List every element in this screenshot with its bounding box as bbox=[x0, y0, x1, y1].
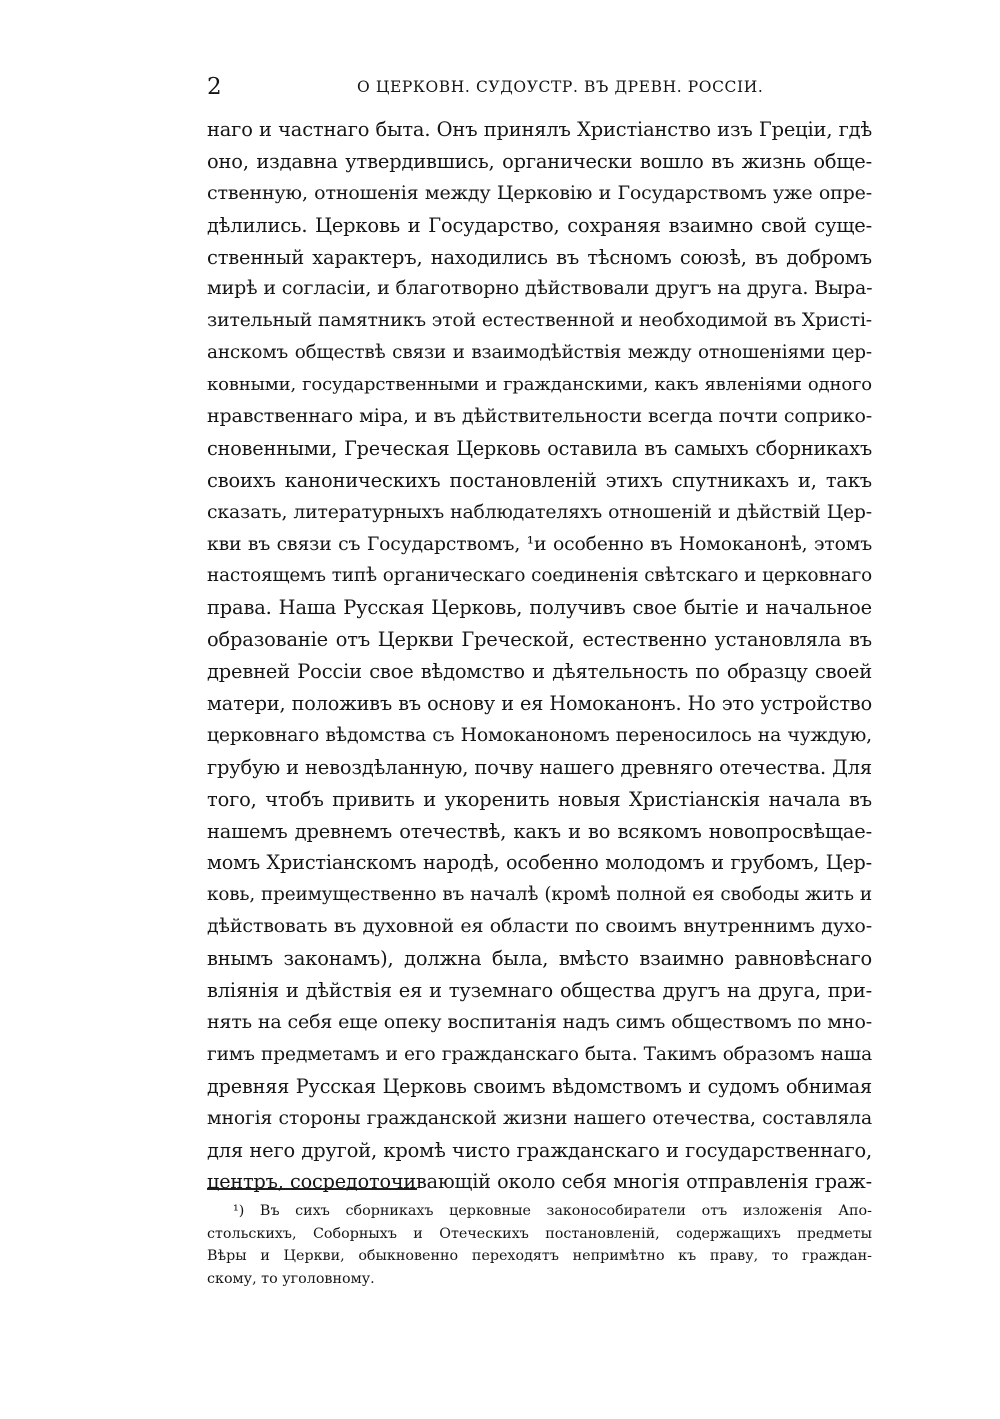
text-line: момъ Христіанскомъ народѣ, особенно молодомъ и грубомъ, Цер- bbox=[207, 851, 872, 875]
text-line: нять на себя еще опеку воспитанія надъ симъ обществомъ по мно- bbox=[207, 1010, 872, 1033]
text-line: церковнаго вѣдомства съ Номоканономъ переносилось на чуждую, bbox=[207, 724, 872, 746]
text-line: центръ, сосредоточивающій около себя многія отправленія граж- bbox=[207, 1170, 872, 1194]
text-line: образованіе отъ Церкви Греческой, естественно установляла въ bbox=[207, 628, 872, 652]
running-title: О ЦЕРКОВН. СУДОУСТР. ВЪ ДРЕВН. РОССІИ. bbox=[357, 78, 764, 96]
text-line: сновенными, Греческая Церковь оставила въ самыхъ сборникахъ bbox=[207, 436, 872, 460]
text-line: своихъ каноническихъ постановленій этихъ спутникахъ и, такъ bbox=[207, 468, 872, 492]
text-line: грубую и невоздѣланную, почву нашего древняго отечества. Для bbox=[207, 755, 872, 779]
text-line: права. Наша Русская Церковь, получивъ свое бытіе и начальное bbox=[207, 596, 872, 620]
text-line: ковь, преимущественно въ началѣ (кромѣ полной ея свободы жить и bbox=[207, 884, 872, 906]
text-line-footnote-ref: кви въ связи съ Государствомъ, ¹и особенно въ Номоканонѣ, этомъ bbox=[207, 533, 872, 555]
text-line: вліянія и дѣйствія ея и туземнаго общества другъ на друга, при- bbox=[207, 979, 872, 1003]
footnote-line: стольскихъ, Соборныхъ и Отеческихъ постановленій, содержащихъ предметы bbox=[207, 1225, 872, 1242]
text-line: сказать, литературныхъ наблюдателяхъ отношеній и дѣйствій Цер- bbox=[207, 501, 872, 523]
text-line: ковными, государственными и гражданскими, какъ явленіями одного bbox=[207, 374, 872, 396]
footnote bbox=[207, 1200, 872, 1290]
text-line: для него другой, кромѣ чисто гражданскаго и государственнаго, bbox=[207, 1138, 872, 1162]
text-line: наго и частнаго быта. Онъ принялъ Христіанство изъ Греціи, гдѣ bbox=[207, 118, 872, 141]
footnote-line: скому, то уголовному. bbox=[207, 1270, 375, 1287]
text-line: гимъ предметамъ и его гражданскаго быта. Такимъ образомъ наша bbox=[207, 1043, 872, 1065]
text-line: нашемъ древнемъ отечествѣ, какъ и во всякомъ новопросвѣщае- bbox=[207, 819, 872, 843]
main-text bbox=[207, 114, 872, 1198]
page-number: 2 bbox=[207, 74, 222, 100]
text-line: ственный характеръ, находились въ тѣсномъ союзѣ, въ добромъ bbox=[207, 245, 872, 269]
running-head bbox=[207, 74, 872, 100]
text-line: анскомъ обществѣ связи и взаимодѣйствія между отношеніями цер- bbox=[207, 342, 872, 364]
footnote-line: Вѣры и Церкви, обыкновенно переходятъ непримѣтно къ праву, то граждан- bbox=[207, 1248, 872, 1264]
text-line: зительный памятникъ этой естественной и необходимой въ Христі- bbox=[207, 310, 872, 332]
footnote-line: ¹) Въ сихъ сборникахъ церковные законособиратели отъ изложенія Апо- bbox=[233, 1203, 872, 1219]
text-line: внымъ законамъ), должна была, вмѣсто взаимно равновѣснаго bbox=[207, 947, 872, 971]
text-line: древней Россіи свое вѣдомство и дѣятельность по образцу своей bbox=[207, 660, 872, 684]
text-line: матери, положивъ въ основу и ея Номоканонъ. Но это устройство bbox=[207, 692, 872, 716]
text-line: мирѣ и согласіи, и благотворно дѣйствовали другъ на друга. Выра- bbox=[207, 277, 873, 300]
text-line: оно, издавна утвердившись, органически вошло въ жизнь обще- bbox=[207, 149, 872, 173]
footnote-divider bbox=[207, 1188, 417, 1190]
text-line: ственную, отношенія между Церковію и Государствомъ уже опре- bbox=[207, 181, 872, 204]
text-line: дѣлились. Церковь и Государство, сохраняя взаимно свой суще- bbox=[207, 213, 872, 237]
text-line: многія стороны гражданской жизни нашего отечества, составляла bbox=[207, 1107, 872, 1129]
text-line: настоящемъ типѣ органическаго соединенія свѣтскаго и церковнаго bbox=[207, 565, 872, 587]
text-line: дѣйствовать въ духовной ея области по своимъ внутреннимъ духо- bbox=[207, 915, 872, 938]
text-line: нравственнаго міра, и въ дѣйствительности всегда почти соприко- bbox=[207, 405, 872, 428]
text-line: древняя Русская Церковь своимъ вѣдомствомъ и судомъ обнимая bbox=[207, 1074, 872, 1098]
text-line: того, чтобъ привить и укоренить новыя Христіанскія начала въ bbox=[207, 787, 872, 811]
